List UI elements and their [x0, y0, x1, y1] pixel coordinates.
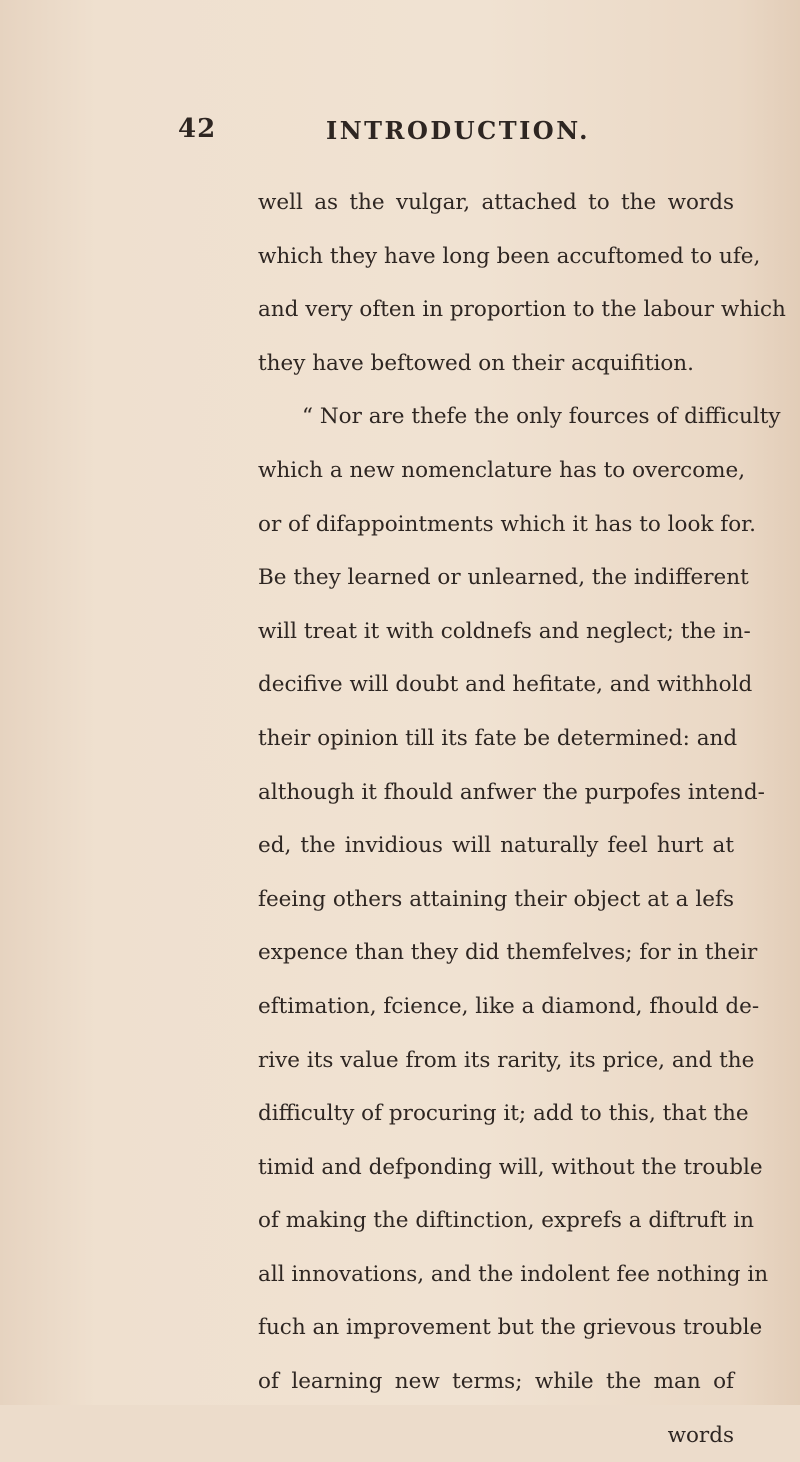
running-head: INTRODUCTION. [326, 116, 590, 145]
text-line: of making the diftinction, exprefs a diftruft in [258, 1208, 754, 1234]
text-line: of learning new terms; while the man of [258, 1369, 734, 1395]
text-line: decifive will doubt and hefitate, and withhold [258, 672, 753, 698]
text-line: feeing others attaining their object at a lefs [258, 886, 734, 912]
text-line: their opinion till its fate be determined: and [258, 725, 738, 751]
text-line: ed, the invidious will naturally feel hurt at [258, 833, 734, 859]
text-line: difficulty of procuring it; add to this, that the [258, 1101, 749, 1127]
text-line: well as the vulgar, attached to the words [258, 190, 734, 215]
text-line: which they have long been accuftomed to ufe, [258, 243, 761, 269]
text-line: although it fhould anfwer the purpofes intend- [258, 779, 765, 805]
text-line: and very often in proportion to the labour which [258, 297, 786, 323]
text-line: all innovations, and the indolent fee nothing in [258, 1261, 769, 1287]
text-line: they have beftowed on their acquifition. [258, 350, 694, 376]
page-number: 42 [178, 114, 217, 144]
text-line: “ Nor are thefe the only fources of difficulty [302, 404, 781, 430]
text-line: rive its value from its rarity, its price, and the [258, 1047, 755, 1073]
page-header [0, 114, 800, 148]
text-line: timid and defponding will, without the trouble [258, 1154, 763, 1180]
text-line: eftimation, fcience, like a diamond, fhould de- [258, 993, 760, 1019]
catchword: words [667, 1422, 734, 1448]
text-line: Be they learned or unlearned, the indifferent [258, 565, 749, 591]
text-line: will treat it with coldnefs and neglect; the in- [258, 618, 751, 644]
body-text [258, 176, 786, 1462]
text-line: expence than they did themfelves; for in their [258, 940, 758, 966]
text-line: which a new nomenclature has to overcome, [258, 457, 746, 483]
text-line: fuch an improvement but the grievous trouble [258, 1315, 763, 1341]
text-line: or of difappointments which it has to look for. [258, 511, 756, 537]
